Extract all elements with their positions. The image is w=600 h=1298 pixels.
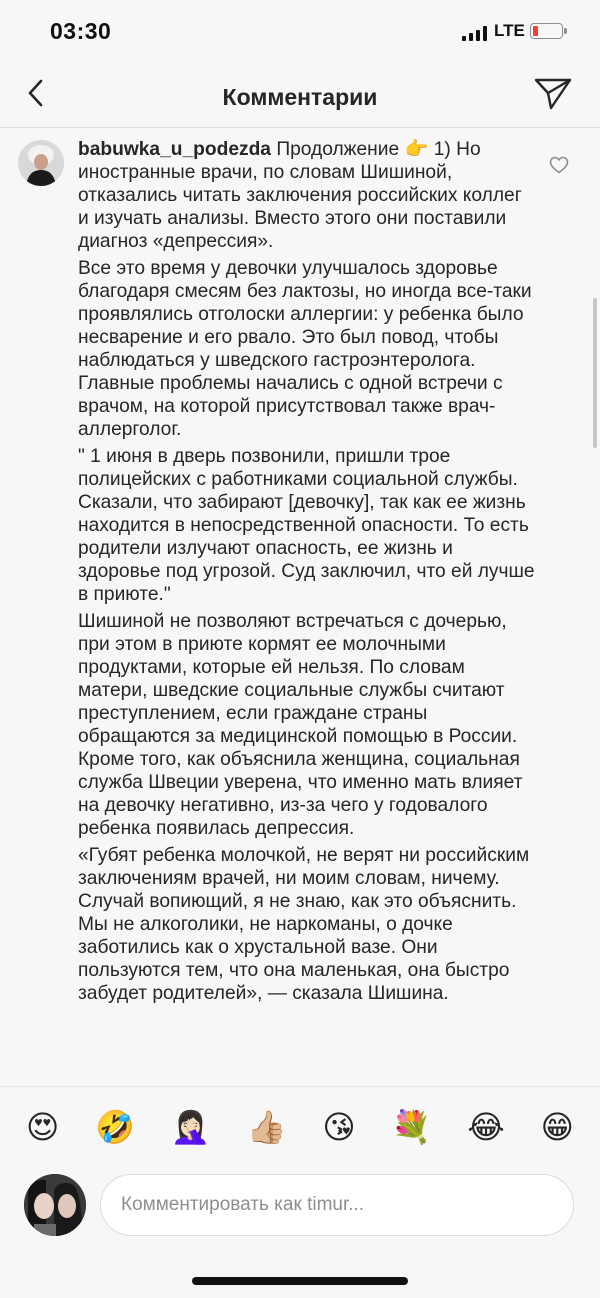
heart-outline-icon[interactable] (549, 156, 569, 174)
battery-level (533, 26, 538, 36)
thumbs-up-emoji[interactable]: 👍🏼 (246, 1107, 287, 1146)
heart-eyes-emoji[interactable]: 😍 (25, 1107, 60, 1146)
page-title: Комментарии (222, 84, 378, 110)
comment-paragraph: Все это время у девочки улучшалось здоровье благодаря смесям без лактозы, но иногда все-таки проявлялись отголоски аллергии: у ребенка было несварение и его рвало. Это был повод, чтобы наблюдаться у шведского гастроэнтеролога. Главные проблемы начались с одной встречи с врачом, на которой присутствовал также врач-аллерголог. (78, 258, 532, 440)
comment-body (78, 138, 536, 1009)
cellular-signal-icon (462, 26, 487, 41)
grinning-emoji[interactable]: 😁 (540, 1107, 575, 1146)
comment-paragraph: " 1 июня в дверь позвонили, пришли трое полицейских с работниками социальной службы. Сказали, что забирают [девочку], так как ее жизнь находится в непосредственной опасности. То есть родители излучают опасность, ее жизнь и здоровье под угрозой. Суд заключил, что ей лучше в приюте." (78, 446, 535, 605)
comment-paragraph: Шишиной не позволяют встречаться с дочерью, при этом в приюте кормят ее молочными продуктами, которые ей нельзя. По словам матери, шведские социальные службы считают преступлением, если граждане страны обращаются за медицинской помощью в России. Кроме того, как объяснила женщина, социальная служба Швеции уверена, что именно мать влияет на девочку негативно, из-за чего у годовалого ребенка появилась депрессия. (78, 611, 523, 839)
face-blowing-kiss-emoji[interactable]: 😘 (322, 1107, 356, 1146)
avatar-image (24, 1174, 86, 1236)
rofl-emoji[interactable]: 🤣 (95, 1107, 136, 1146)
commenter-avatar[interactable] (18, 140, 64, 186)
nav-header (0, 64, 600, 128)
comment-paragraph: «Губят ребенка молочкой, не верят ни российским заключениям врачей, ни моим словам, ничему. Случай вопиющий, я не знаю, как это объяснить. Мы не алкоголики, не наркоманы, о дочке заботились как о хрустальной вазе. Они пользуются тем, что она маленькая, она быстро забудет родителей», — сказала Шишина. (78, 845, 530, 1004)
comment-composer (0, 1166, 600, 1246)
comment-paragraph (78, 138, 536, 253)
comment-input[interactable] (100, 1174, 574, 1236)
paper-plane-icon[interactable] (534, 77, 572, 111)
home-indicator[interactable] (192, 1277, 408, 1285)
emoji-quick-bar (0, 1086, 600, 1166)
status-time: 03:30 (50, 18, 112, 44)
scrollbar[interactable] (593, 298, 597, 448)
comment-thread (0, 128, 600, 1086)
status-bar (0, 0, 600, 64)
current-user-avatar[interactable] (24, 1174, 86, 1236)
woman-facepalming-emoji[interactable]: 🤦🏻‍♀️ (170, 1107, 211, 1146)
comment-username[interactable]: babuwka_u_podezda (78, 139, 271, 160)
network-type: LTE (494, 21, 525, 40)
tears-of-joy-emoji[interactable]: 😂 (467, 1107, 505, 1146)
battery-icon (530, 23, 563, 39)
comment-paragraph-text: Продолжение 👉 1) Но иностранные врачи, по словам Шишиной, отказались читать заключения российских коллег и изучать анализы. Вместо этого они поставили диагноз «депрессия». (78, 139, 522, 252)
avatar-image (18, 140, 64, 186)
bouquet-emoji[interactable]: 💐 (391, 1107, 432, 1146)
battery-tip (564, 28, 567, 34)
